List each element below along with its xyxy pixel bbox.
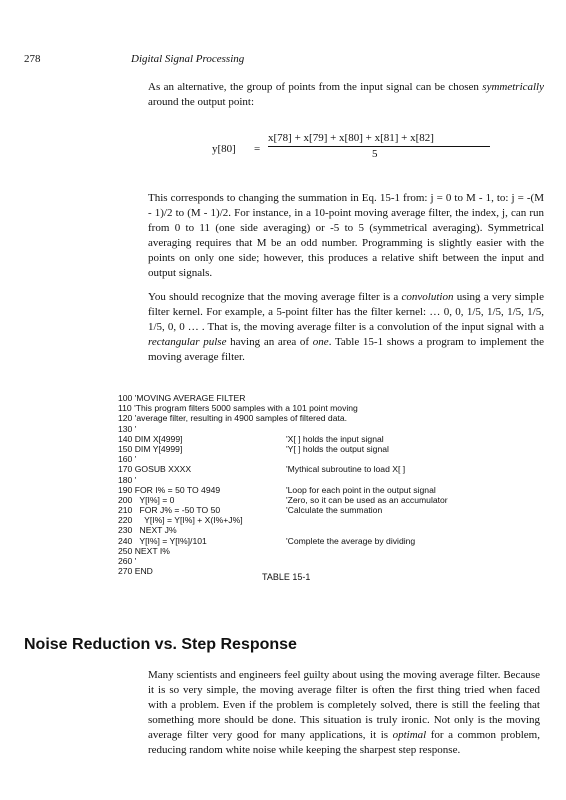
code-line <box>118 515 518 525</box>
code-text: 210 FOR J% = -50 TO 50 <box>118 505 221 516</box>
section-text-end: for a common problem, reducing random white noise while keeping the sharpest step response. <box>148 729 540 756</box>
code-text: 140 DIM X[4999] <box>118 433 183 444</box>
code-text: 180 ' <box>118 474 137 485</box>
code-line <box>118 556 518 566</box>
para3-emphasis-convolution: convolution <box>401 291 454 303</box>
para3-text-4: . Table 15-1 shows a program to implement the moving average filter. <box>148 336 545 363</box>
code-line <box>118 424 518 434</box>
code-comment: 'X[ ] holds the input signal <box>286 433 384 444</box>
section-paragraph <box>148 668 540 758</box>
code-comment: 'Calculate the summation <box>286 505 383 516</box>
code-text: 250 NEXT I% <box>118 545 170 556</box>
para3-emphasis-rectangular-pulse: rectangular pulse <box>148 336 227 348</box>
code-line <box>118 495 518 505</box>
equation <box>212 126 512 166</box>
code-text: 160 ' <box>118 454 137 465</box>
equation-numerator: x[78] + x[79] + x[80] + x[81] + x[82] <box>268 132 434 144</box>
section-emphasis-optimal: optimal <box>392 729 427 741</box>
paragraph-symmetric-averaging: This corresponds to changing the summation in Eq. 15-1 from: j = 0 to M - 1, to: j = -(M - 1)/2 to (M - 1)/2. For instance, in a 10-point moving average filter, the index, j, can run from 0 to 11 (one side averaging) or -5 to 5 (symmetrical averaging). Symmetrical averaging requires that M be an odd number. Programming is slightly easier with the points on only one side; however, this produces a relative shift between the input and output signals. <box>148 192 544 279</box>
equation-equals: = <box>254 143 261 155</box>
code-line <box>118 464 518 474</box>
code-line <box>118 485 518 495</box>
code-text: 190 FOR I% = 50 TO 4949 <box>118 484 221 495</box>
code-line <box>118 525 518 535</box>
code-text: 240 Y[I%] = Y[I%]/101 <box>118 535 207 546</box>
para3-text-1: You should recognize that the moving average filter is a <box>148 291 402 303</box>
intro-emphasis: symmetrically <box>482 81 544 93</box>
code-comment: 'Complete the average by dividing <box>286 535 416 546</box>
code-line <box>118 403 518 413</box>
section-text: Many scientists and engineers feel guilty about using the moving average filter. Because it is so very simple, the moving average filter is often the first thing tried when faced with a problem. Even if the problem is completely solved, there is still the feeling that something more should be done. This situation is truly ironic. Not only is the moving average filter very good for many applications, it is <box>148 669 540 741</box>
code-text: 270 END <box>118 566 153 577</box>
para3-text-2: using a very simple filter kernel. For example, a 5-point filter has the filter kernel: … 0, 0, 1/5, 1/5, 1/5, 1/5, 1/5, 0, 0 … . That is, the moving average filter is a convolution of the input signal with a <box>148 291 544 333</box>
para3-emphasis-one: one <box>312 336 329 348</box>
code-line <box>118 434 518 444</box>
equation-denominator: 5 <box>372 148 378 160</box>
code-line <box>118 393 518 403</box>
code-line <box>118 505 518 515</box>
running-head: Digital Signal Processing <box>131 53 245 65</box>
code-comment: 'Mythical subroutine to load X[ ] <box>286 464 406 475</box>
section-heading: Noise Reduction vs. Step Response <box>24 636 297 653</box>
intro-text-end: around the output point: <box>148 96 255 108</box>
code-line <box>118 444 518 454</box>
table-caption: TABLE 15-1 <box>262 572 311 582</box>
code-comment: 'Y[ ] holds the output signal <box>286 443 389 454</box>
code-text: 150 DIM Y[4999] <box>118 443 183 454</box>
code-line <box>118 475 518 485</box>
page-number: 278 <box>24 53 41 65</box>
code-comment: 'Loop for each point in the output signal <box>286 484 436 495</box>
code-line <box>118 566 518 576</box>
code-comment: 'Zero, so it can be used as an accumulator <box>286 494 448 505</box>
code-text: 130 ' <box>118 423 137 434</box>
program-listing <box>118 393 518 576</box>
code-text: 220 Y[I%] = Y[I%] + X(I%+J%] <box>118 515 243 526</box>
code-text: 120 'average filter, resulting in 4900 samples of filtered data. <box>118 413 348 424</box>
code-line <box>118 536 518 546</box>
equation-lhs: y[80] <box>212 143 236 155</box>
code-text: 260 ' <box>118 556 137 566</box>
code-text: 170 GOSUB XXXX <box>118 464 192 475</box>
fraction-bar <box>268 146 490 147</box>
code-text: 200 Y[I%] = 0 <box>118 494 175 505</box>
code-line <box>118 454 518 464</box>
code-text: 100 'MOVING AVERAGE FILTER <box>118 393 246 403</box>
paragraph-convolution <box>148 290 544 365</box>
code-text: 110 'This program filters 5000 samples with a 101 point moving <box>118 403 358 414</box>
code-text: 230 NEXT J% <box>118 525 177 536</box>
intro-paragraph <box>148 80 544 110</box>
code-line <box>118 413 518 423</box>
code-line <box>118 546 518 556</box>
para3-text-3: having an area of <box>226 336 313 348</box>
intro-text: As an alternative, the group of points from the input signal can be chosen <box>148 81 483 93</box>
